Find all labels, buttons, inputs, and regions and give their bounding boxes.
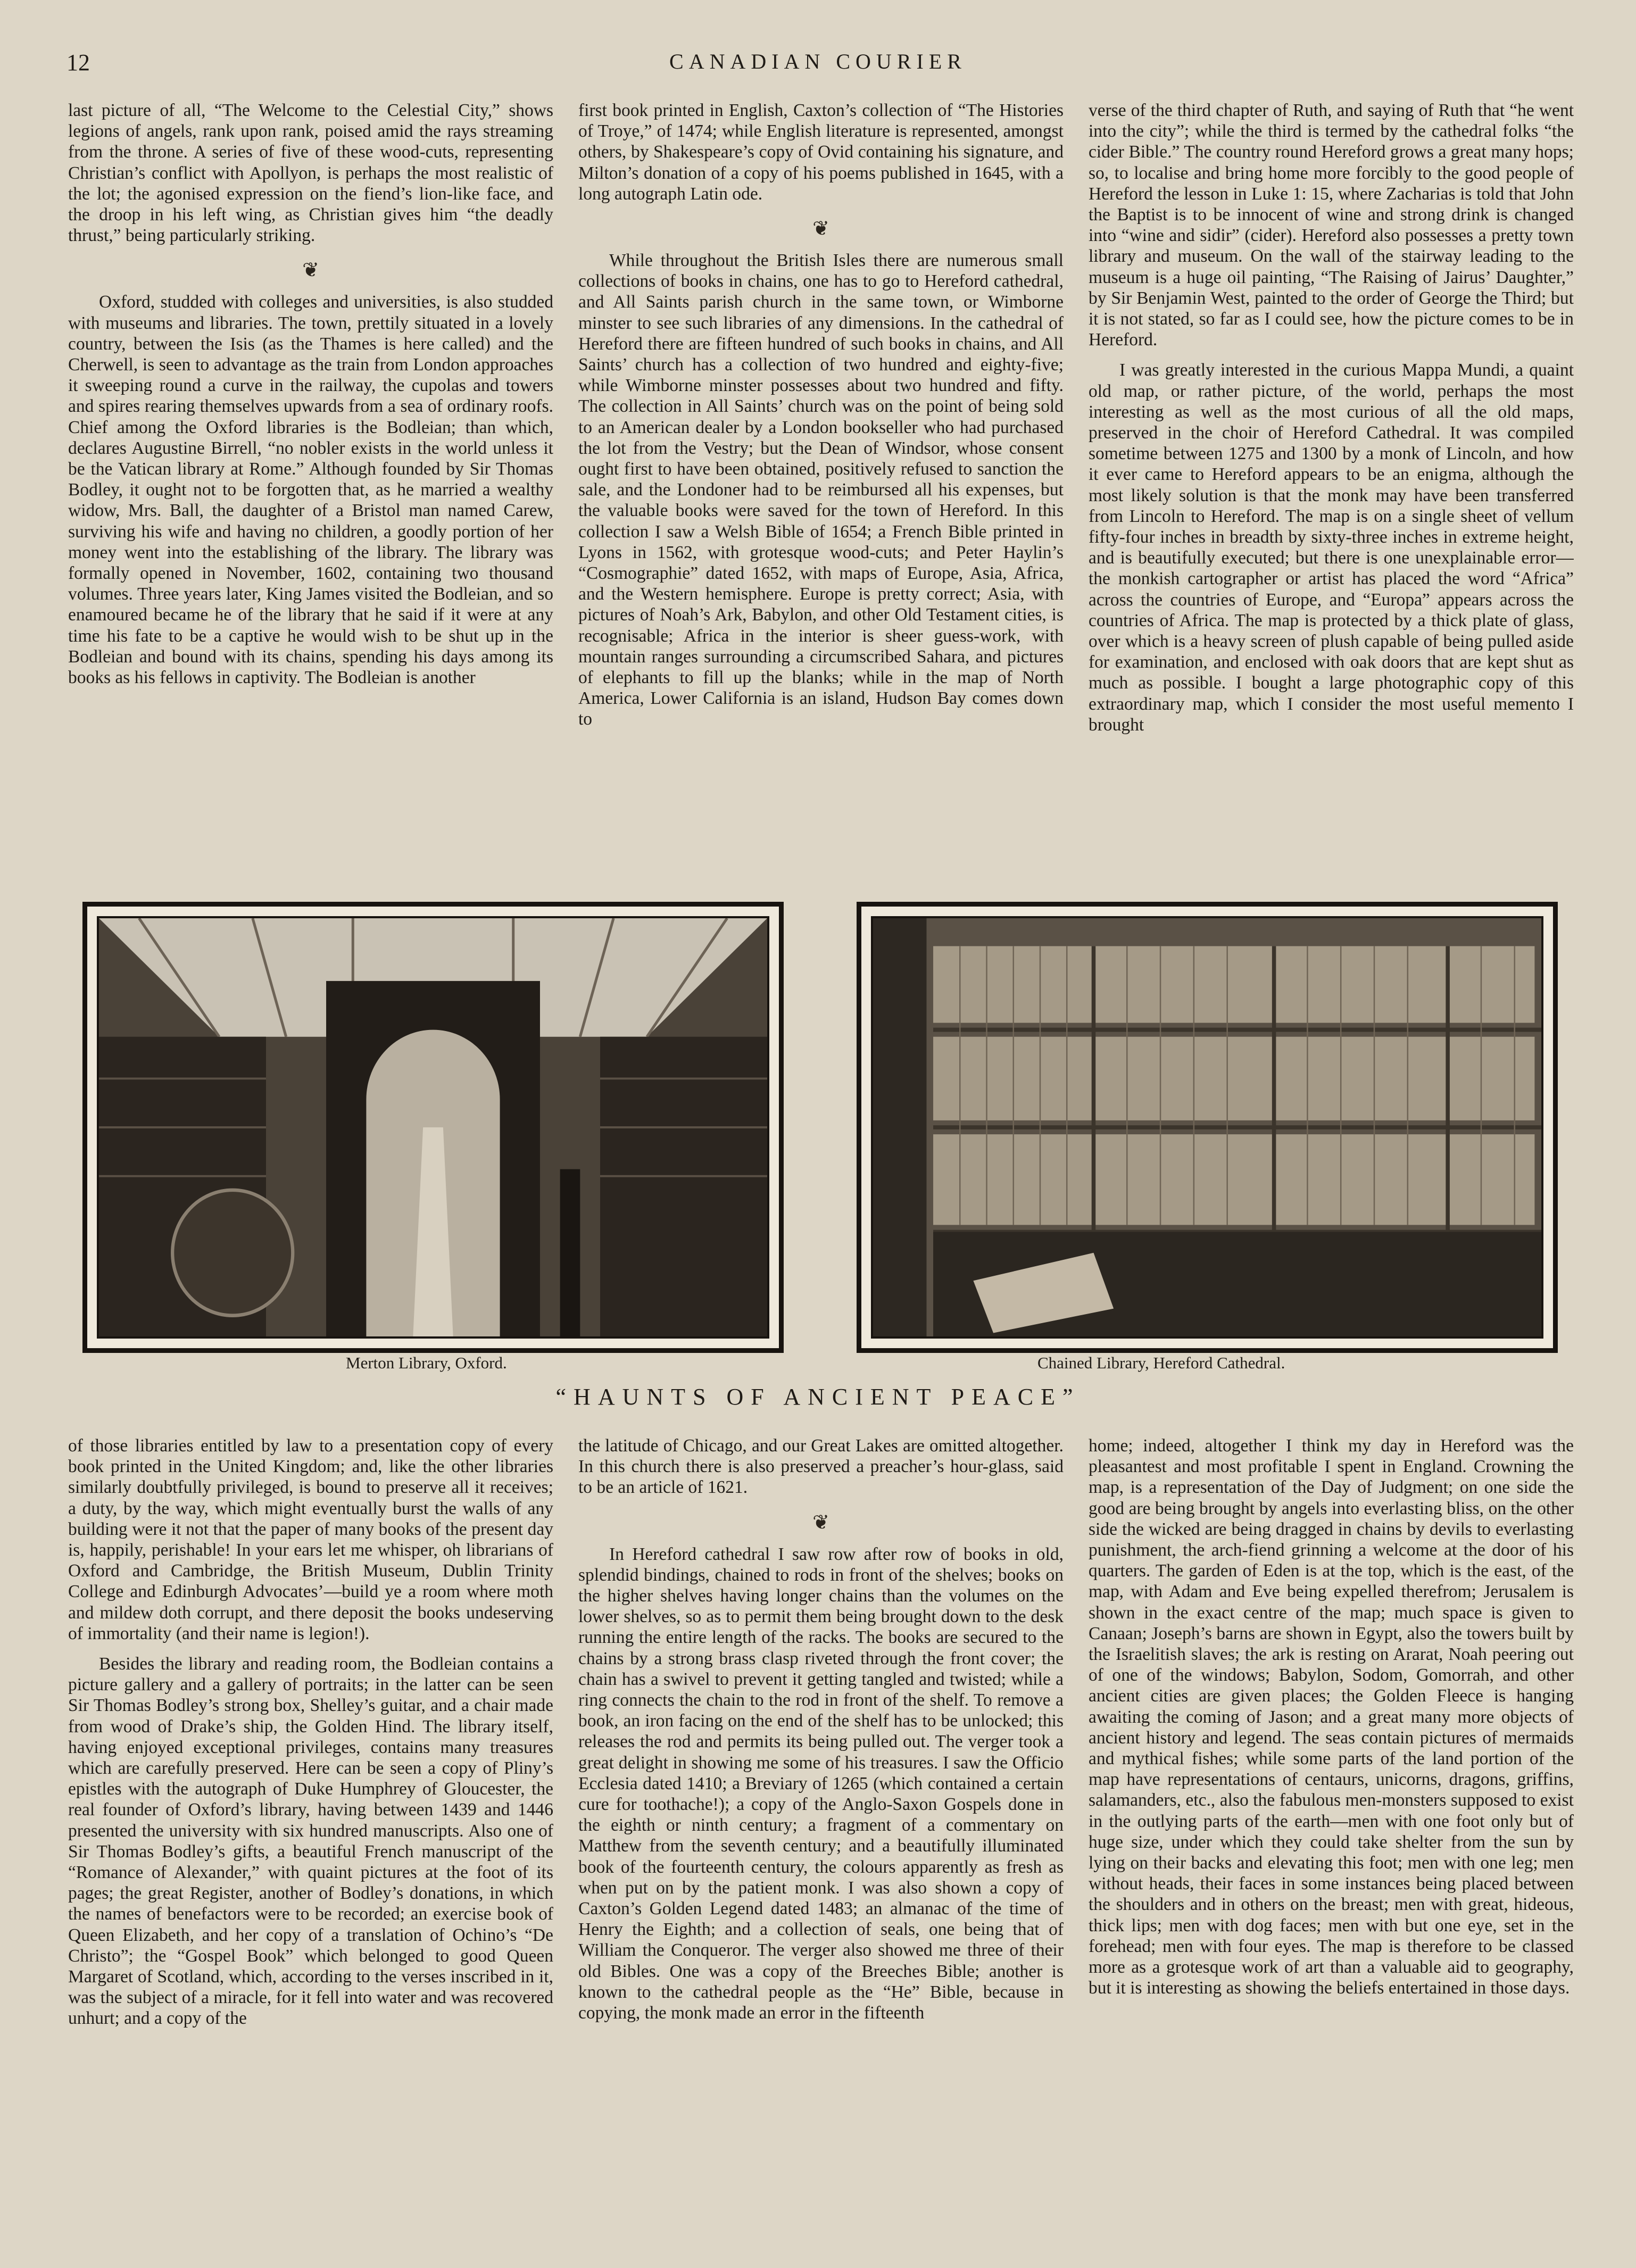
column-1 (68, 1435, 553, 2207)
library-interior-illustration (99, 918, 767, 1336)
paragraph: While throughout the British Isles there are numerous small collections of books in chains, one has to go to Hereford cathedral, and All Saints parish church in the same town, or Wimborne minster to see such libraries of any dimensions. In the cathedral of Hereford there are fifteen hundred of such books in chains, and All Saints’ church has a collection of two hundred and eighty-five; while Wimborne minster possesses about two hundred and fifty. The collection in All Saints’ church was on the point of being sold to an American dealer by a London bookseller who had purchased the lot from the Vestry; but the Dean of Windsor, whose consent ought first to have been obtained, positively refused to sanction the sale, and the Londoner had to be reimbursed all his expenses, but the valuable books were saved for the town of Hereford. In this collection I saw a Welsh Bible of 1654; a French Bible printed in Lyons in 1562, with grotesque wood-cuts; and Peter Haylin’s “Cosmographie” dated 1652, with maps of Europe, Asia, Africa, and the Western hemisphere. Europe is pretty correct; Asia, with pictures of Noah’s Ark, Babylon, and other Old Testament cities, is recognisable; Africa in the interior is sheer guess-work, with mountain ranges surrounding a circumscribed Sahara, and pictures of elephants to fill up the blanks; while in the map of North America, Lower California is an island, Hudson Bay comes down to (578, 251, 1064, 729)
chained-shelves-illustration (873, 918, 1541, 1336)
column-2 (578, 100, 1064, 866)
paragraph: verse of the third chapter of Ruth, and saying of Ruth that “he went into the city”; while the third is termed by the cathedral folks “the cider Bible.” The country round Hereford grows a great many hops; so, to localise and bring home more forcibly to the good people of Hereford the lesson in Luke 1: 15, where Zacharias is told that John the Baptist is to be innocent of wine and strong drink is changed into “wine and sidir” (cider). Hereford also possesses a pretty town library and museum. On the wall of the stairway leading to the museum is a huge oil painting, “The Raising of Jairus’ Daughter,” by Sir Benjamin West, painted to the order of George the Third; but it is not stated, so far as I could see, how the picture comes to be in Hereford. (1089, 101, 1574, 350)
caption-chained: Chained Library, Hereford Cathedral. (1037, 1353, 1285, 1372)
caption-merton: Merton Library, Oxford. (346, 1353, 507, 1372)
paragraph: Oxford, studded with colleges and universities, is also studded with museums and libraries. The town, prettily situated in a lovely country, between the Isis (as the Thames is here called) and the Cherwell, is seen to advantage as the train from London approaches it sweeping round a curve in the railway, the cupolas and towers and spires rearing themselves upwards from a sea of ordinary roofs. Chief among the Oxford libraries is the Bodleian; than which, declares Augustine Birrell, “no nobler exists in the world unless it be the Vatican library at Rome.” Although founded by Sir Thomas Bodley, it ought not to be forgotten that, as he married a wealthy widow, Mrs. Ball, the daughter of a Bristol man named Carew, surviving his wife and having no children, a goodly portion of her money went into the establishing of the library. The library was formally opened in November, 1602, containing two thousand volumes. Three years later, King James visited the Bodleian, and so enamoured became he of the library that he said if it were at any time his fate to be a captive he would wish to be shut up in the Bodleian and bound with its chains, spending his days among its books as his fellows in captivity. The Bodleian is another (68, 292, 553, 688)
column-1 (68, 100, 553, 866)
top-columns (68, 100, 1574, 866)
column-3 (1089, 1435, 1574, 2207)
paragraph: home; indeed, altogether I think my day in Hereford was the pleasantest and most profitable I spent in England. Crowning the map, is a representation of the Day of Judgment; on one side the good are being brought by angels into everlasting bliss, on the other side the wicked are being dragged in chains by devils to everlasting punishment, the arch-fiend grinning a welcome at the door of his quarters. The garden of Eden is at the top, which is the east, of the map, with Adam and Eve being expelled therefrom; Jerusalem is shown in the exact centre of the map; much space is given to Canaan; Joseph’s barns are shown in Egypt, also the towers built by the Israelitish slaves; the ark is resting on Ararat, Noah peering out of one of the windows; Babylon, Sodom, Gomorrah, and other ancient cities are given places; the Golden Fleece is hanging awaiting the coming of Jason; and a great many more objects of ancient history and legend. The seas contain pictures of mermaids and mythical fishes; while some parts of the land portion of the map have representations of centaurs, unicorns, dragons, griffins, salamanders, etc., also the fabulous men-monsters supposed to exist in the outlying parts of the earth—men with one foot only but of huge size, under which they could take shelter from the sun by lying on their backs and elevating this foot; men with one leg; men without heads, their faces in some instances being placed between the shoulders and in others on the breast; men with great, hideous, thick lips; men with dog faces; men with but one eye, set in the forehead; men with four eyes. The map is therefore to be classed more as a grotesque work of art than a valuable aid to geography, but it is interesting as showing the beliefs entertained in those days. (1089, 1436, 1574, 1998)
figures (82, 902, 1559, 1349)
fleuron-divider: ❦ (812, 218, 829, 240)
column-2 (578, 1435, 1064, 2207)
page-header (67, 49, 1569, 81)
running-title: CANADIAN COURIER (669, 49, 967, 73)
paragraph: Besides the library and reading room, the Bodleian contains a picture gallery and a gallery of portraits; in the latter can be seen Sir Thomas Bodley’s strong box, Shelley’s guitar, and a chair made from wood of Drake’s ship, the Golden Hind. The library itself, having enjoyed exceptional privileges, contains many treasures which are carefully preserved. Here can be seen a copy of Pliny’s epistles with the autograph of Duke Humphrey of Gloucester, the real founder of Oxford’s library, having between 1439 and 1446 presented the university with six hundred manuscripts. Also one of Sir Thomas Bodley’s gifts, a beautiful French manuscript of the “Romance of Alexander,” with quaint pictures at the foot of its pages; the great Register, another of Bodley’s donations, in which the names of benefactors were to be recorded; an exercise book of Queen Elizabeth, and her copy of a translation of Ochino’s “De Christo”; the “Gospel Book” which belonged to good Queen Margaret of Scotland, which, according to the verses inscribed in it, was the subject of a miracle, for it fell into water and was recovered unhurt; and a copy of the (68, 1654, 553, 2029)
column-3 (1089, 100, 1574, 866)
paragraph: of those libraries entitled by law to a presentation copy of every book printed in the United Kingdom; and, like the other libraries similarly doubtfully privileged, is bound to preserve all it receives; a duty, by the way, which might eventually burst the walls of any building were it not that the paper of many books of the present day is, happily, perishable! In your ears let me whisper, oh librarians of Oxford and Cambridge, the British Museum, Dublin Trinity College and Edinburgh Advocates’—build ye a room where moth and mildew doth corrupt, and there deposit the books undeserving of immortality (and their name is legion!). (68, 1436, 553, 1643)
paragraph: last picture of all, “The Welcome to the Celestial City,” shows legions of angels, rank upon rank, poised amid the rays streaming from the throne. A series of five of these wood-cuts, representing Christian’s conflict with Apollyon, is perhaps the most realistic of the lot; the agonised expression on the fiend’s lion-like face, and the droop in his left wing, as Christian gives him “the deadly thrust,” being particularly striking. (68, 101, 553, 246)
paragraph: I was greatly interested in the curious Mappa Mundi, a quaint old map, or rather picture, of the world, perhaps the most interesting as well as the most curious of all the old maps, preserved in the choir of Hereford Cathedral. It was compiled sometime between 1275 and 1300 by a monk of Lincoln, and how it ever came to Hereford appears to be an enigma, although the most likely solution is that the monk may have been transferred from Lincoln to Hereford. The map is on a single sheet of vellum fifty-four inches in breadth by sixty-three inches in extreme height, and is beautifully executed; but there is one unexplainable error—the monkish cartographer or artist has placed the word “Africa” across the countries of Europe, and “Europa” appears across the countries of Africa. The map is protected by a thick plate of glass, over which is a heavy screen of plush capable of being pulled aside for examination, and enclosed with oak doors that are kept shut as much as possible. I bought a large photographic copy of this extraordinary map, which I consider the most useful memento I brought (1089, 360, 1574, 735)
paragraph: In Hereford cathedral I saw row after row of books in old, splendid bindings, chained to rods in front of the shelves; books on the higher shelves having longer chains than the volumes on the lower shelves, so as to permit them being brought down to the desk running the entire length of the racks. The books are secured to the chains by a strong brass clasp riveted through the front cover; the chain has a swivel to prevent it getting tangled and twisted; while a ring connects the chain to the rod in front of the shelf. To remove a book, an iron facing on the end of the shelf has to be unlocked; this releases the rod and permits its being pulled out. The verger took a great delight in showing me some of his treasures. I saw the Officio Ecclesia dated 1410; a Breviary of 1265 (which contained a certain cure for toothache!); a copy of the Anglo-Saxon Gospels done in the eighth or ninth century; a fragment of a commentary on Matthew from the seventh century; and a beautifully illuminated book of the fourteenth century, the colours apparently as fresh as when put on by the patient monk. I was also shown a copy of Caxton’s Golden Legend dated 1483; an almanac of the time of Henry the Eighth; and a collection of seals, one being that of William the Conqueror. The verger also showed me three of their old Bibles. One was a copy of the Breeches Bible; another is known to the cathedral people as the “He” Bible, because in copying, the monk made an error in the fifteenth (578, 1544, 1064, 2023)
fleuron-divider: ❦ (302, 259, 319, 282)
paragraph: the latitude of Chicago, and our Great Lakes are omitted altogether. In this church there is also preserved a preacher’s hour-glass, said to be an article of 1621. (578, 1436, 1064, 1498)
fleuron-divider: ❦ (812, 1511, 829, 1534)
merton-library-photo (82, 902, 784, 1353)
section-title: “HAUNTS OF ANCIENT PEACE” (555, 1384, 1081, 1410)
bottom-columns (68, 1435, 1574, 2207)
chained-library-photo (857, 902, 1558, 1353)
paragraph: first book printed in English, Caxton’s collection of “The Histories of Troye,” of 1474; while English literature is represented, amongst others, by Shakespeare’s copy of Ovid containing his signature, and Milton’s donation of a copy of his poems published in 1645, with a long autograph Latin ode. (578, 101, 1064, 204)
page-number: 12 (67, 49, 90, 76)
